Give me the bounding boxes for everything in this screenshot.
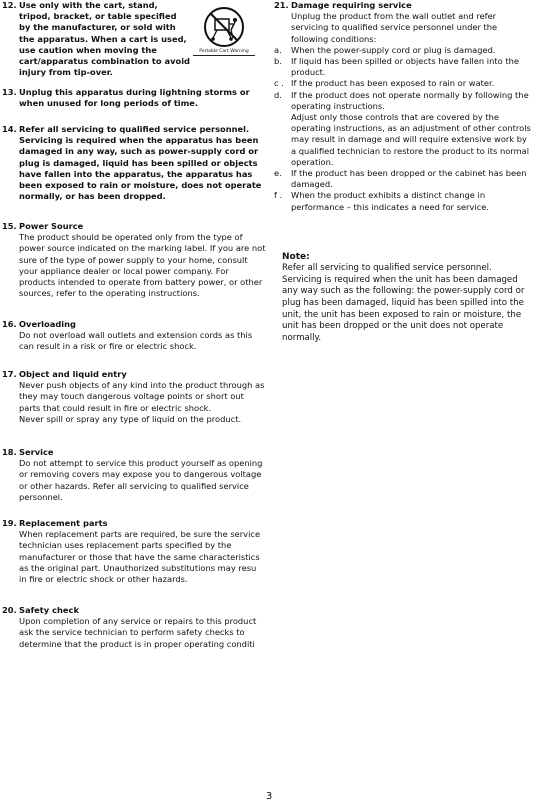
instruction-16 — [0, 319, 266, 353]
instruction-number: 18. — [2, 447, 17, 457]
condition-text: When the product exhibits a distinct change in performance – this indicates a need for service. — [291, 190, 489, 212]
page-number: 3 — [265, 791, 273, 802]
condition-letter: f . — [274, 190, 283, 201]
instruction-20 — [0, 605, 266, 650]
condition-text: If the product does not operate normally by following the operating instructions. — [291, 89, 529, 111]
instruction-15 — [0, 221, 266, 299]
condition-letter: d. — [274, 89, 282, 100]
instruction-14 — [0, 124, 266, 202]
instruction-text: Never push objects of any kind into the product through as they may touch dangerous voltage points or short out parts that could result in fire or electric shock. — [19, 380, 265, 413]
instruction-number: 20. — [2, 605, 17, 615]
instruction-number: 16. — [2, 319, 17, 329]
condition-item — [272, 168, 534, 190]
note-text: Refer all servicing to qualified service personnel. Servicing is required when the unit has been damaged any way such as the following: the power-supply cord or plug has been damaged, liquid has been spilled into the unit, the unit has been exposed to rain or moisture, the unit has been dropped or the unit does not operate normally. — [282, 263, 525, 343]
note-section — [272, 252, 534, 344]
instruction-heading: Replacement parts — [19, 518, 108, 528]
instruction-text: Refer all servicing to qualified service personnel. Servicing is required when the apparatus has been damaged in any way, such as power-supply cord or plug is damaged, liquid has been spilled or objects have fallen into the apparatus, the apparatus has been exposed to rain or moisture, does not operate normally, or has been dropped. — [19, 124, 262, 202]
condition-text: If the product has been exposed to rain or water. — [291, 78, 495, 89]
note-title: Note: — [282, 252, 310, 262]
instruction-text: Unplug this apparatus during lightning storms or when unused for long periods of time. — [19, 87, 250, 109]
instruction-text: Never spill or spray any type of liquid on the product. — [19, 413, 242, 424]
instruction-number: 21. — [274, 0, 289, 10]
instruction-text: Unplug the product from the wall outlet and refer servicing to qualified service personnel under the following conditions: — [291, 11, 498, 44]
instruction-text: Do not overload wall outlets and extension cords as this can result in a risk or fire or electric shock. — [19, 330, 253, 352]
condition-text: If the product has been dropped or the cabinet has been damaged. — [291, 168, 527, 190]
instruction-heading: Damage requiring service — [291, 0, 412, 10]
condition-letter: c . — [274, 78, 284, 89]
condition-letter: a. — [274, 44, 282, 55]
instruction-number: 15. — [2, 221, 17, 231]
condition-item — [272, 45, 534, 56]
instruction-number: 17. — [2, 369, 17, 379]
instruction-text: Upon completion of any service or repairs to this product ask the service technician to perform safety checks to determine that the product is in proper operating conditi — [19, 616, 257, 649]
instruction-text: Do not attempt to service this product yourself as opening or removing covers may expose you to dangerous voltage or other hazards. Refer all servicing to qualified service personnel. — [19, 458, 263, 502]
condition-text: When the power-supply cord or plug is damaged. — [291, 44, 496, 55]
instruction-17 — [0, 369, 266, 425]
instruction-text: When replacement parts are required, be sure the service technician uses replacement parts specified by the manufacturer or those that have the same characteristics as the original part. Unauthorized substitutions may resu in fire or electric shock or other hazards. — [19, 529, 261, 585]
instruction-text: Use only with the cart, stand, tripod, bracket, or table specified by the manufacturer, or sold with the apparatus. When a cart is used, use caution when moving the cart/apparatus combination to avoid injury from tip-over. — [19, 0, 190, 78]
instruction-19 — [0, 518, 266, 585]
condition-item — [272, 190, 534, 212]
instruction-12 — [0, 0, 190, 78]
instruction-13 — [0, 87, 266, 109]
condition-letter: e. — [274, 168, 282, 179]
cart-warning-caption: Portable Cart Warning — [193, 49, 255, 56]
condition-item — [272, 90, 534, 112]
instruction-number: 12. — [2, 0, 17, 10]
condition-item — [272, 78, 534, 89]
instruction-21 — [272, 0, 534, 213]
instruction-heading: Object and liquid entry — [19, 369, 127, 379]
instruction-heading: Service — [19, 447, 54, 457]
instruction-18 — [0, 447, 266, 503]
condition-text: Adjust only those controls that are covered by the operating instructions, as an adjustment of other controls may result in damage and will require extensive work by a qualified technician to restore the product to its normal operation. — [291, 112, 531, 167]
instruction-heading: Power Source — [19, 221, 84, 231]
condition-item — [272, 56, 534, 78]
condition-letter: b. — [274, 56, 282, 67]
condition-list — [272, 45, 534, 213]
instruction-heading: Safety check — [19, 605, 79, 615]
instruction-number: 14. — [2, 124, 17, 134]
condition-item — [272, 112, 534, 168]
instruction-heading: Overloading — [19, 319, 76, 329]
instruction-number: 13. — [2, 87, 17, 97]
instruction-text: The product should be operated only from the type of power source indicated on the marking label. If you are not sure of the type of power supply to your home, consult your appliance dealer or local power company. For products intended to operate from battery power, or other sources, refer to the operating instructions. — [19, 232, 266, 299]
condition-text: If liquid has been spilled or objects have fallen into the product. — [291, 56, 519, 78]
instruction-number: 19. — [2, 518, 17, 528]
